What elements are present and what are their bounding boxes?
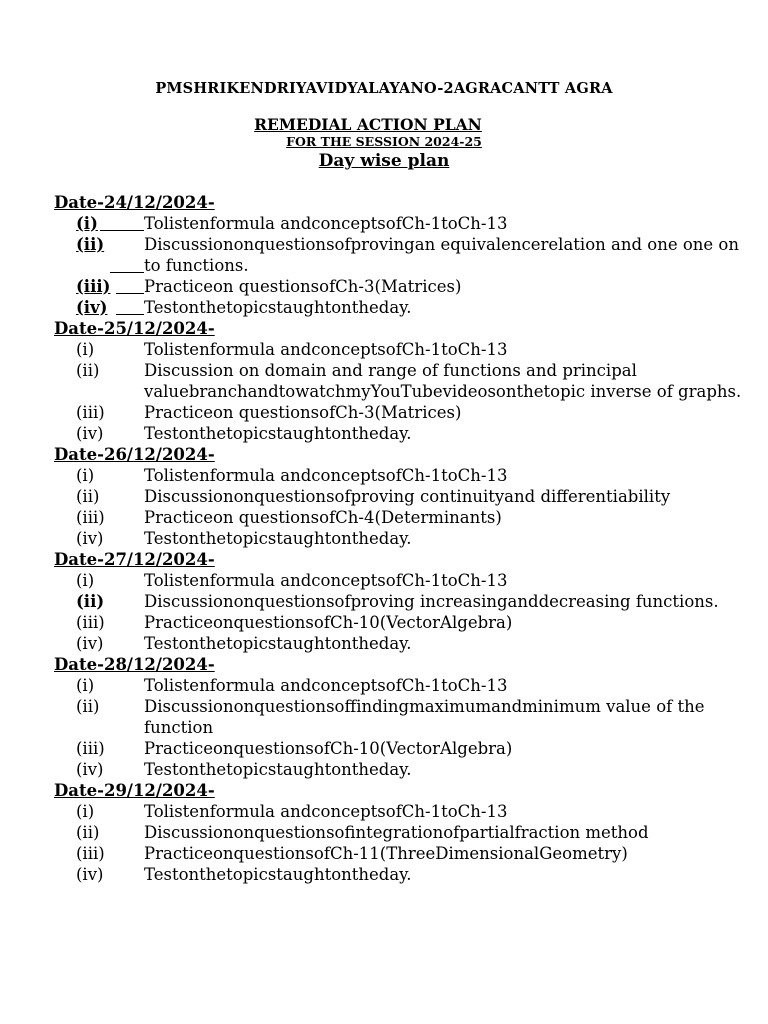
- list-item: [54, 801, 744, 822]
- list-item: [54, 465, 744, 486]
- list-item: [54, 612, 744, 633]
- item-text: Tolistenformula andconceptsofCh-1toCh-13: [144, 214, 508, 233]
- day-section: [54, 192, 744, 318]
- school-name: PMSHRIKENDRIYAVIDYALAYANO-2AGRACANTT AGRA: [155, 80, 613, 97]
- list-item: [54, 738, 744, 759]
- list-item: [54, 633, 744, 654]
- day-wise-subtitle: Day wise plan: [318, 151, 450, 171]
- item-number: (iii): [76, 844, 105, 863]
- list-item: [54, 297, 744, 318]
- list-item: [54, 423, 744, 444]
- item-number: (iii): [76, 613, 105, 632]
- day-section: [54, 654, 744, 780]
- item-text: PracticeonquestionsofCh-10(VectorAlgebra): [144, 613, 513, 632]
- list-item: [54, 696, 744, 738]
- date-heading: Date-28/12/2024-: [54, 655, 215, 674]
- date-heading: Date-25/12/2024-: [54, 319, 215, 338]
- item-number: (iii): [54, 276, 144, 297]
- item-number: (i): [76, 466, 95, 485]
- item-number: (i): [54, 213, 144, 234]
- list-item: [54, 675, 744, 696]
- plan-title: REMEDIAL ACTION PLAN: [254, 115, 482, 134]
- item-text: PracticeonquestionsofCh-11(ThreeDimensionalGeometry): [144, 844, 628, 863]
- item-number: (i): [76, 340, 95, 359]
- list-item: [54, 402, 744, 423]
- item-number: (i): [76, 802, 95, 821]
- item-text: Tolistenformula andconceptsofCh-1toCh-13: [144, 802, 508, 821]
- item-text: Tolistenformula andconceptsofCh-1toCh-13: [144, 676, 508, 695]
- item-number: (iv): [76, 424, 104, 443]
- list-item: [54, 822, 744, 843]
- date-heading: Date-26/12/2024-: [54, 445, 215, 464]
- list-item: [54, 843, 744, 864]
- item-text: Testonthetopicstaughtontheday.: [144, 760, 412, 779]
- list-item: [54, 276, 744, 297]
- item-number: (i): [76, 571, 95, 590]
- list-item: [54, 759, 744, 780]
- item-number: (iv): [76, 865, 104, 884]
- item-number: (iii): [76, 403, 105, 422]
- item-number: (ii): [76, 361, 100, 380]
- list-item: [54, 570, 744, 591]
- day-section: [54, 444, 744, 549]
- item-number: (ii): [76, 823, 100, 842]
- item-text: Testonthetopicstaughtontheday.: [144, 865, 412, 884]
- item-text: Discussiononquestionsofproving increasinganddecreasing functions.: [144, 592, 719, 611]
- item-number: (ii): [54, 234, 144, 276]
- item-text: Testonthetopicstaughtontheday.: [144, 529, 412, 548]
- item-number: (iv): [54, 297, 144, 318]
- item-text: Tolistenformula andconceptsofCh-1toCh-13: [144, 466, 508, 485]
- item-number: (iv): [76, 634, 104, 653]
- list-item: [54, 486, 744, 507]
- date-heading: Date-29/12/2024-: [54, 781, 215, 800]
- item-text: Discussiononquestionsofproving continuityand differentiability: [144, 487, 671, 506]
- item-number: (ii): [76, 592, 105, 611]
- item-number: (i): [76, 676, 95, 695]
- item-number: (ii): [76, 697, 100, 716]
- item-text: Testonthetopicstaughtontheday.: [144, 424, 412, 443]
- day-section: [54, 549, 744, 654]
- item-text: Tolistenformula andconceptsofCh-1toCh-13: [144, 340, 508, 359]
- item-number: (iv): [76, 760, 104, 779]
- list-item: [54, 528, 744, 549]
- item-text: Tolistenformula andconceptsofCh-1toCh-13: [144, 571, 508, 590]
- item-text: Practiceon questionsofCh-3(Matrices): [144, 277, 462, 296]
- item-text: Testonthetopicstaughtontheday.: [144, 298, 412, 317]
- list-item: [54, 339, 744, 360]
- plan-content: [54, 192, 744, 885]
- item-number: (ii): [76, 487, 100, 506]
- list-item: [54, 507, 744, 528]
- list-item: [54, 864, 744, 885]
- item-text: Practiceon questionsofCh-3(Matrices): [144, 403, 462, 422]
- list-item: [54, 360, 744, 402]
- item-text: Discussiononquestionsoffindingmaximumandminimum value of the function: [144, 697, 705, 737]
- date-heading: Date-27/12/2024-: [54, 550, 215, 569]
- item-number: (iii): [76, 508, 105, 527]
- item-number: (iii): [76, 739, 105, 758]
- list-item: [54, 234, 744, 276]
- day-section: [54, 318, 744, 444]
- item-text: PracticeonquestionsofCh-10(VectorAlgebra): [144, 739, 513, 758]
- item-text: Testonthetopicstaughtontheday.: [144, 634, 412, 653]
- item-text: Practiceon questionsofCh-4(Determinants): [144, 508, 502, 527]
- list-item: [54, 591, 744, 612]
- item-text: Discussion on domain and range of functions and principal valuebranchandtowatchmyYouTubevideosonthetopic inverse of graphs.: [144, 361, 742, 401]
- item-text: Discussiononquestionsofintegrationofpartialfraction method: [144, 823, 649, 842]
- day-section: [54, 780, 744, 885]
- session-label: FOR THE SESSION 2024-25: [286, 134, 482, 149]
- list-item: [54, 213, 744, 234]
- item-text: Discussiononquestionsofprovingan equivalencerelation and one one on to functions.: [144, 235, 739, 275]
- item-number: (iv): [76, 529, 104, 548]
- date-heading: Date-24/12/2024-: [54, 193, 215, 212]
